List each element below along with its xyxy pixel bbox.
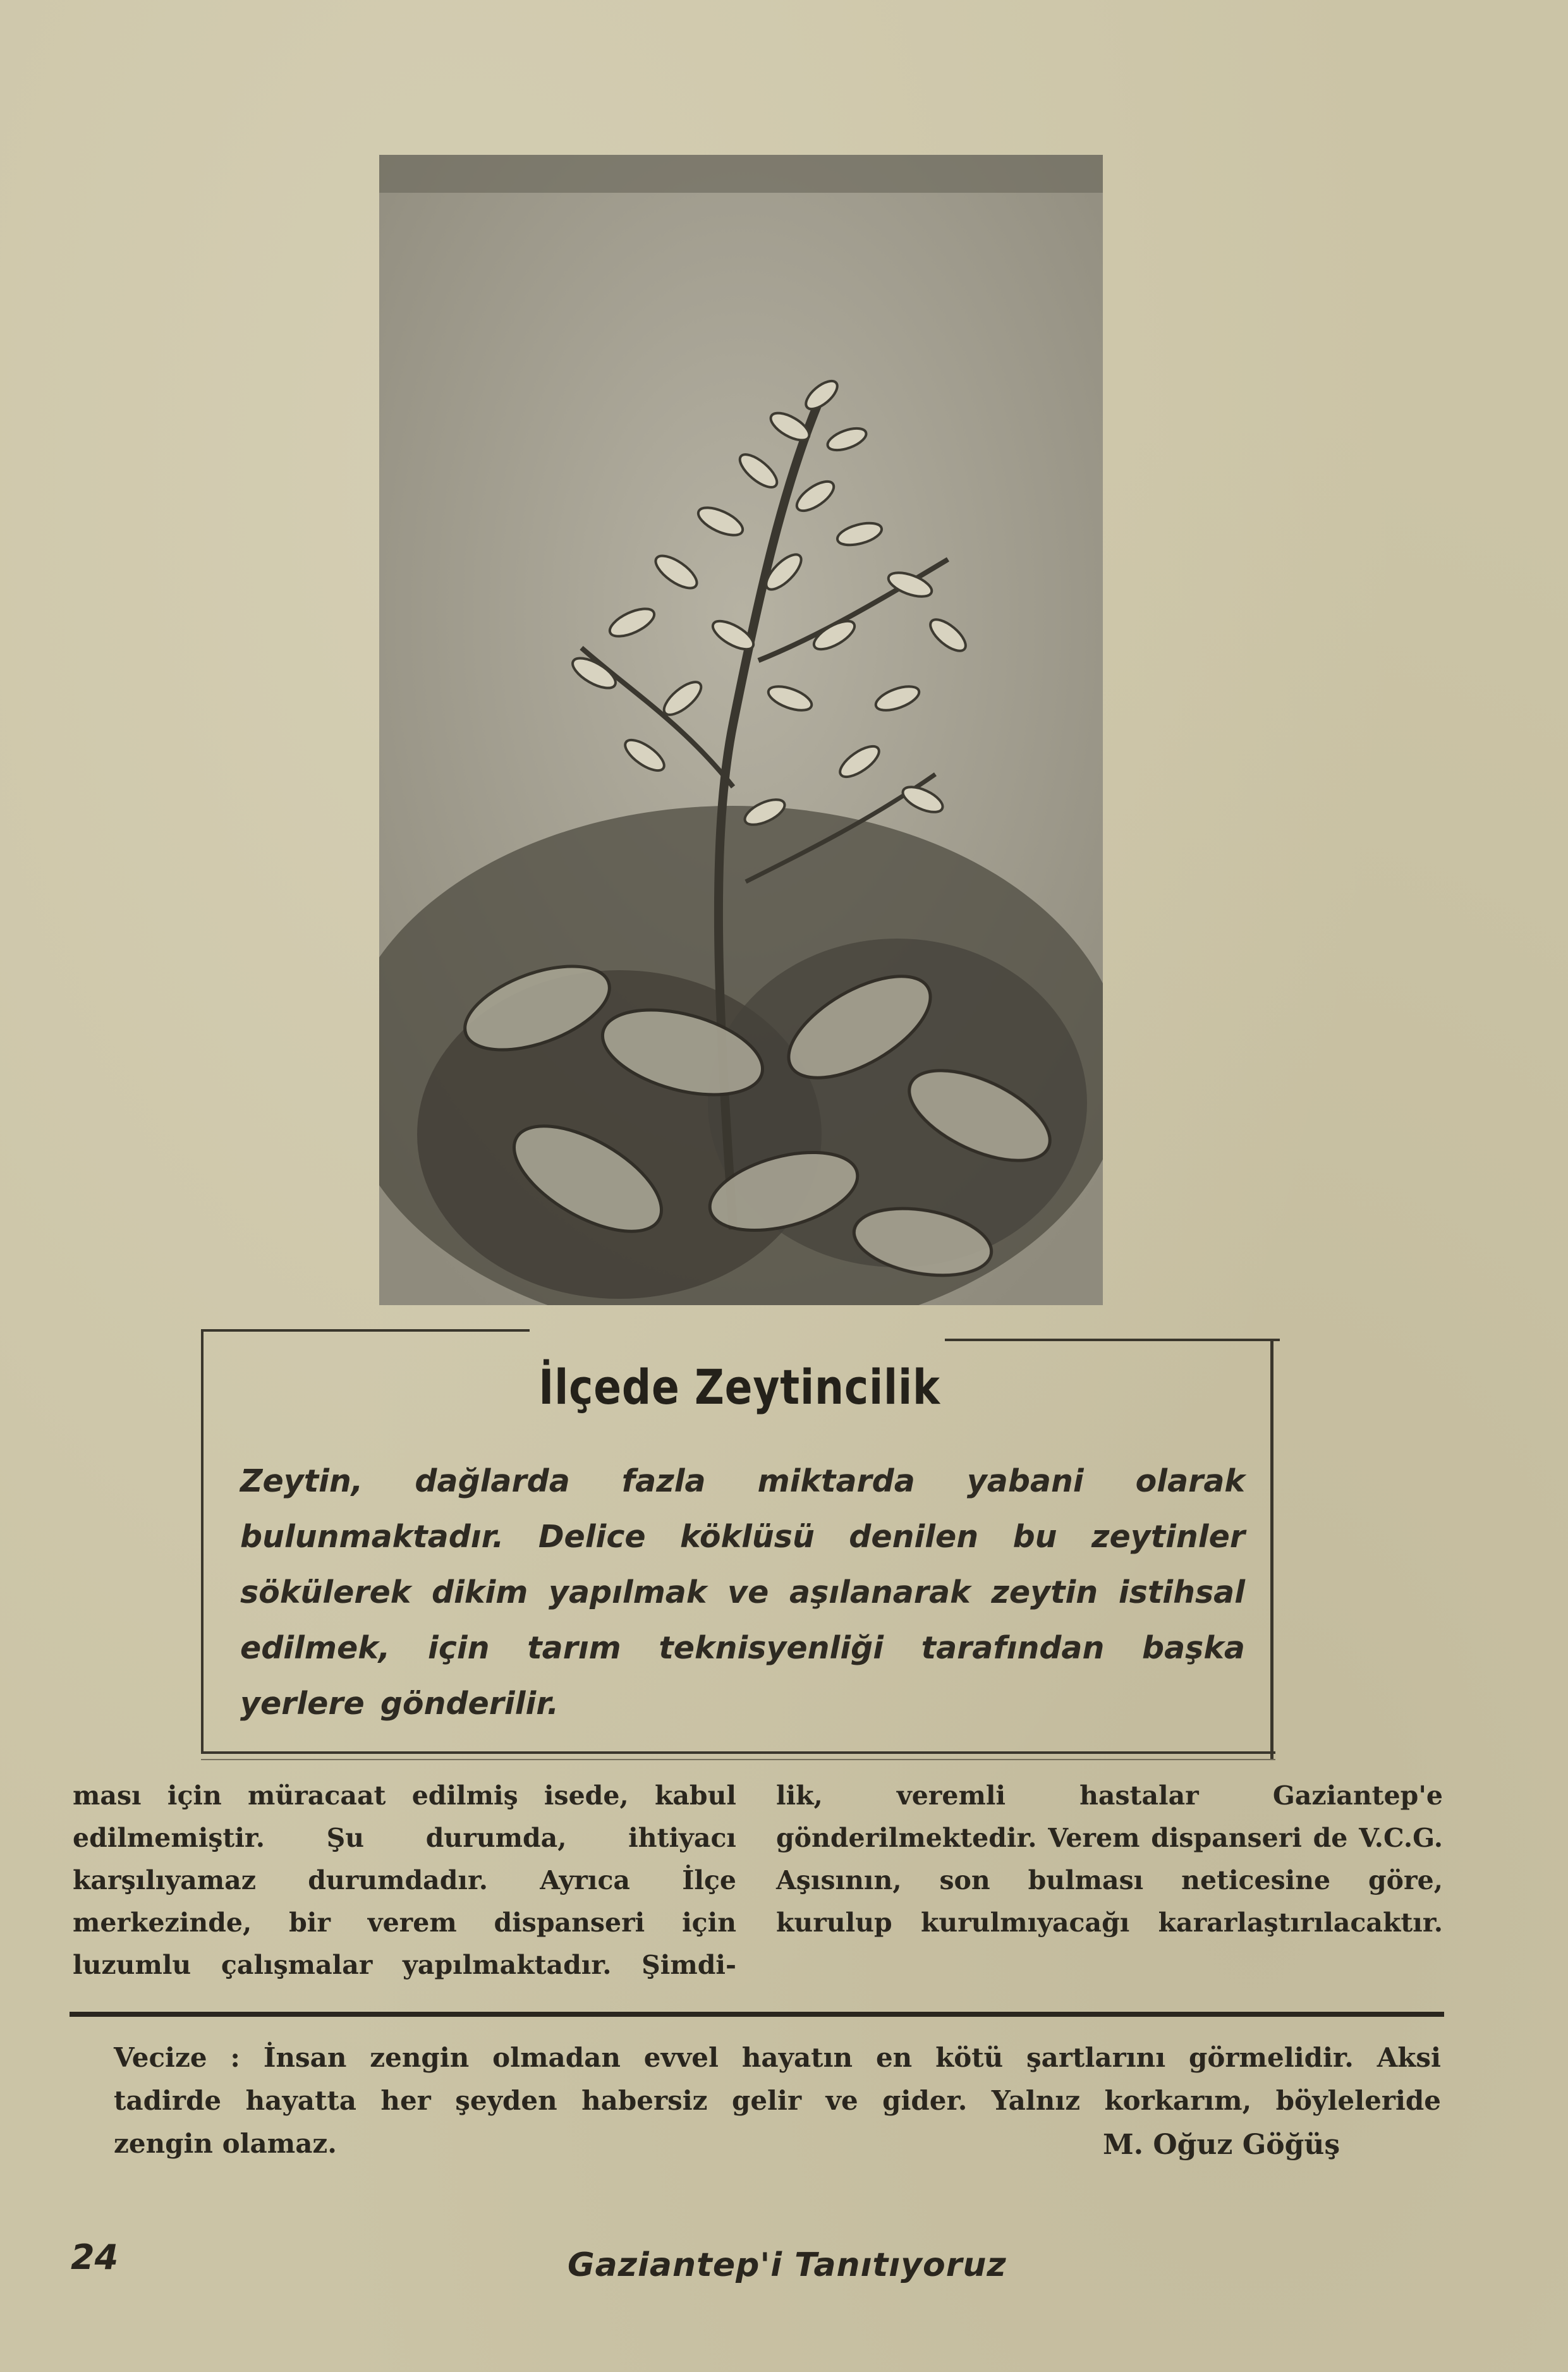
left-column-text <box>73 1775 736 1986</box>
vecize-line-2: tadirde hayatta her şeyden habersiz gelir ve gider. Yalnız korkarım, böyleleride <box>114 2085 1441 2116</box>
olive-branch-illustration <box>379 155 1103 1305</box>
vecize-line-3: zengin olamaz. <box>114 2128 337 2159</box>
box-bottom-rule <box>201 1751 1275 1754</box>
left-column-paragraph: ması için müracaat edilmiş isede, kabul edilmemiştir. Şu durumda, ihtiyacı karşılıyamaz durumdadır. Ayrıca İlçe merkezinde, bir verem dispanseri için luzumlu çalışmalar yapılmaktadır. Şimdi- <box>73 1780 736 1980</box>
box-bottom-rule-2 <box>201 1759 1275 1760</box>
quote-author: M. Oğuz Göğüş <box>1103 2129 1340 2161</box>
publication-title: Gaziantep'i Tanıtıyoruz <box>568 2246 1007 2284</box>
olive-tree-photo <box>379 155 1103 1305</box>
box-left-rule <box>201 1329 204 1751</box>
article-text: Zeytin, dağlarda fazla miktarda yabani olarak bulunmaktadır. Delice köklüsü denilen bu zeytinler sökülerek dikim yapılmak ve aşılanarak zeytin istihsal edilmek, için tarım teknisyenliği tarafından başka yerlere gönderilir. <box>240 1463 1245 1722</box>
vecize-line-1: Vecize : İnsan zengin olmadan evvel hayatın en kötü şartlarını görmelidir. Aksi <box>114 2042 1441 2073</box>
page-number: 24 <box>71 2237 119 2277</box>
right-column-text <box>776 1775 1443 1944</box>
separator-rule <box>70 2012 1444 2017</box>
box-top-right-rule <box>945 1339 1280 1341</box>
box-top-left-rule <box>201 1329 530 1332</box>
article-title: İlçede Zeytincilik <box>538 1359 940 1415</box>
box-right-rule <box>1270 1339 1273 1759</box>
right-column-paragraph: lik, veremli hastalar Gaziantep'e gönderilmektedir. Verem dispanseri de V.C.G. Aşısının, son bulması neticesine göre, kurulup kurulmıyacağı kararlaştırılacaktır. <box>776 1780 1443 1938</box>
